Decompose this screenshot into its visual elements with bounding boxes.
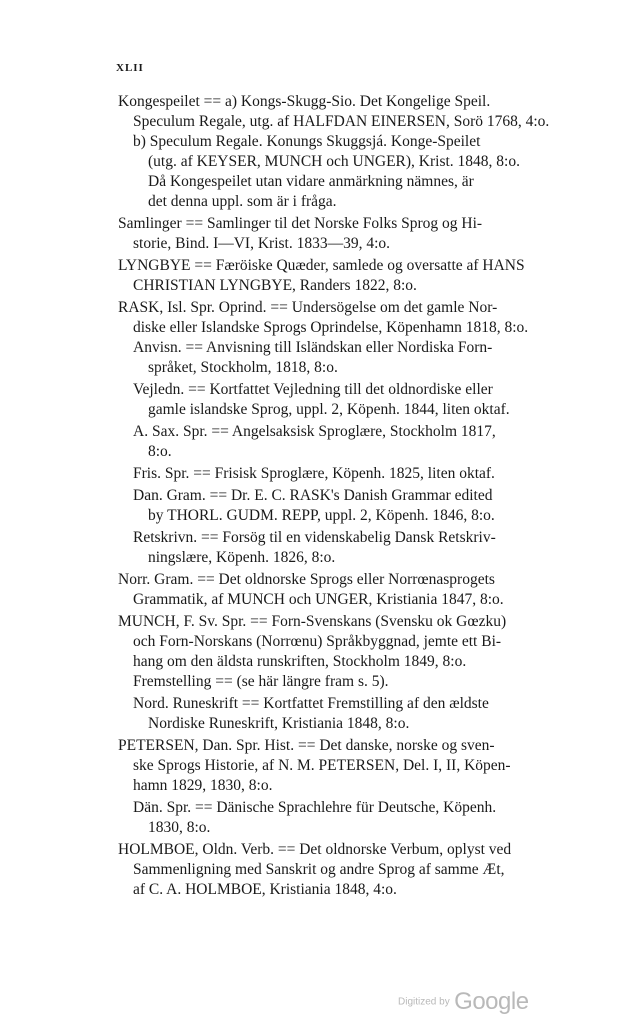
- text-line: A. Sax. Spr. == Angelsaksisk Sproglære, Stockholm 1817,: [133, 423, 496, 440]
- text-line: PETERSEN, Dan. Spr. Hist. == Det danske, norske og sven-: [118, 737, 495, 754]
- text-line: HOLMBOE, Oldn. Verb. == Det oldnorske Verbum, oplyst ved: [118, 841, 512, 858]
- text-line: Vejledn. == Kortfattet Vejledning till det oldnordiske eller: [133, 381, 493, 398]
- text-line: MUNCH, F. Sv. Spr. == Forn-Svenskans (Svensku ok Gœzku): [118, 613, 507, 630]
- text-line: ske Sprogs Historie, af N. M. PETERSEN, Del. I, II, Köpen-: [133, 757, 511, 774]
- text-line: Kongespeilet == a) Kongs-Skugg-Sio. Det Kongelige Speil.: [118, 93, 491, 110]
- text-line: Sammenligning med Sanskrit og andre Sprog af samme Æt,: [133, 861, 505, 878]
- text-line: RASK, Isl. Spr. Oprind. == Undersögelse om det gamle Nor-: [118, 299, 498, 316]
- text-line: 1830, 8:o.: [148, 819, 211, 836]
- text-line: b) Speculum Regale. Konungs Skuggsjá. Konge-Speilet: [133, 133, 481, 150]
- google-wordmark: Google: [454, 988, 529, 1015]
- text-line: Nordiske Runeskrift, Kristiania 1848, 8:o.: [148, 715, 410, 732]
- text-line: Dän. Spr. == Dänische Sprachlehre für Deutsche, Köpenh.: [133, 799, 497, 816]
- text-line: storie, Bind. I—VI, Krist. 1833—39, 4:o.: [133, 235, 391, 252]
- text-line: Samlinger == Samlinger til det Norske Folks Sprog og Hi-: [118, 215, 483, 232]
- text-line: hamn 1829, 1830, 8:o.: [133, 777, 273, 794]
- text-line: språket, Stockholm, 1818, 8:o.: [148, 359, 338, 376]
- text-line: Fris. Spr. == Frisisk Sproglære, Köpenh. 1825, liten oktaf.: [133, 465, 495, 482]
- text-line: af C. A. HOLMBOE, Kristiania 1848, 4:o.: [133, 881, 397, 898]
- text-line: (utg. af KEYSER, MUNCH och UNGER), Krist. 1848, 8:o.: [148, 153, 520, 170]
- text-line: Retskrivn. == Forsög til en videnskabelig Dansk Retskriv-: [133, 529, 496, 546]
- digitized-by-label: Digitized by: [398, 996, 450, 1008]
- text-line: Grammatik, af MUNCH och UNGER, Kristiania 1847, 8:o.: [133, 591, 504, 608]
- text-line: Nord. Runeskrift == Kortfattet Fremstilling af den ældste: [133, 695, 489, 712]
- text-line: Norr. Gram. == Det oldnorske Sprogs eller Norrœnasprogets: [118, 571, 495, 588]
- text-line: Fremstelling == (se här längre fram s. 5).: [133, 673, 389, 690]
- text-line: Speculum Regale, utg. af HALFDAN EINERSEN, Sorö 1768, 4:o.: [133, 113, 550, 130]
- text-line: by THORL. GUDM. REPP, uppl. 2, Köpenh. 1846, 8:o.: [148, 507, 495, 524]
- text-line: 8:o.: [148, 443, 172, 460]
- text-line: och Forn-Norskans (Norrœnu) Språkbyggnad, jemte ett Bi-: [133, 633, 502, 650]
- text-line: LYNGBYE == Færöiske Quæder, samlede og oversatte af HANS: [118, 257, 525, 274]
- text-line: Dan. Gram. == Dr. E. C. RASK's Danish Grammar edited: [133, 487, 493, 504]
- text-line: Då Kongespeilet utan vidare anmärkning nämnes, är: [148, 173, 474, 190]
- digitization-watermark: [398, 988, 529, 1016]
- text-line: CHRISTIAN LYNGBYE, Randers 1822, 8:o.: [133, 277, 417, 294]
- text-line: ningslære, Köpenh. 1826, 8:o.: [148, 549, 336, 566]
- text-line: gamle islandske Sprog, uppl. 2, Köpenh. 1844, liten oktaf.: [148, 401, 510, 418]
- text-line: hang om den äldsta runskriften, Stockholm 1849, 8:o.: [133, 653, 467, 670]
- page-number: XLII: [116, 62, 144, 74]
- text-line: Anvisn. == Anvisning till Isländskan eller Nordiska Forn-: [133, 339, 493, 356]
- text-line: diske eller Islandske Sprogs Oprindelse, Köpenhamn 1818, 8:o.: [133, 319, 529, 336]
- text-line: det denna uppl. som är i fråga.: [148, 193, 337, 210]
